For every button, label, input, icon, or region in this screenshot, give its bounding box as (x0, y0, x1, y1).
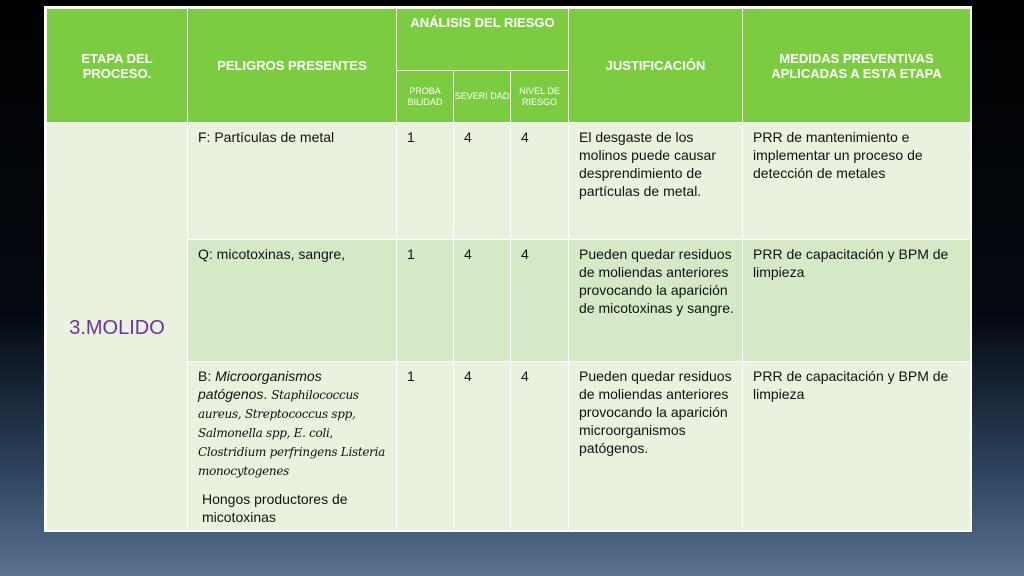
nivel-cell: 4 (511, 362, 569, 531)
peligro-dot: . (263, 386, 272, 402)
etapa-label: 3.MOLIDO (69, 317, 165, 339)
table-frame (44, 6, 972, 532)
justificacion-cell: Pueden quedar residuos de moliendas anteriores provocando la aparición de micotoxinas y sangre. (569, 240, 743, 362)
hazard-analysis-table (46, 8, 971, 531)
header-analisis: ANÁLISIS DEL RIESGO (397, 9, 569, 71)
peligro-species: Staphilococcus aureus, Streptococcus spp, Salmonella spp, E. coli, Clostridium perfringens Listeria monocytogenes (198, 388, 386, 478)
justificacion-cell: Pueden quedar residuos de moliendas anteriores provocando la aparición microorganismos patógenos. (569, 362, 743, 531)
peligro-cell: Q: micotoxinas, sangre, (188, 240, 397, 362)
peligro-prefix: B: (198, 368, 216, 384)
severidad-cell: 4 (454, 362, 511, 531)
header-justificacion: JUSTIFICACIÓN (569, 9, 743, 123)
nivel-cell: 4 (511, 123, 569, 240)
peligro-cell (188, 362, 397, 531)
etapa-cell (47, 123, 188, 531)
probabilidad-cell: 1 (397, 362, 454, 531)
probabilidad-cell: 1 (397, 123, 454, 240)
probabilidad-cell: 1 (397, 240, 454, 362)
medidas-cell: PRR de capacitación y BPM de limpieza (743, 362, 971, 531)
nivel-cell: 4 (511, 240, 569, 362)
header-severidad: SEVERI DAD (454, 71, 511, 123)
table-row (47, 123, 971, 240)
header-peligros: PELIGROS PRESENTES (188, 9, 397, 123)
peligro-extra: Hongos productores de micotoxinas (202, 491, 348, 525)
peligro-italic: Microorganismos patógenos (198, 368, 322, 402)
header-nivel: NIVEL DE RIESGO (511, 71, 569, 123)
medidas-cell: PRR de capacitación y BPM de limpieza (743, 240, 971, 362)
severidad-cell: 4 (454, 240, 511, 362)
peligro-cell: F: Partículas de metal (188, 123, 397, 240)
justificacion-cell: El desgaste de los molinos puede causar desprendimiento de partículas de metal. (569, 123, 743, 240)
severidad-cell: 4 (454, 123, 511, 240)
header-medidas: MEDIDAS PREVENTIVAS APLICADAS A ESTA ETAPA (743, 9, 971, 123)
header-etapa: ETAPA DEL PROCESO. (47, 9, 188, 123)
medidas-cell: PRR de mantenimiento e implementar un proceso de detección de metales (743, 123, 971, 240)
header-probabilidad: PROBA BILIDAD (397, 71, 454, 123)
